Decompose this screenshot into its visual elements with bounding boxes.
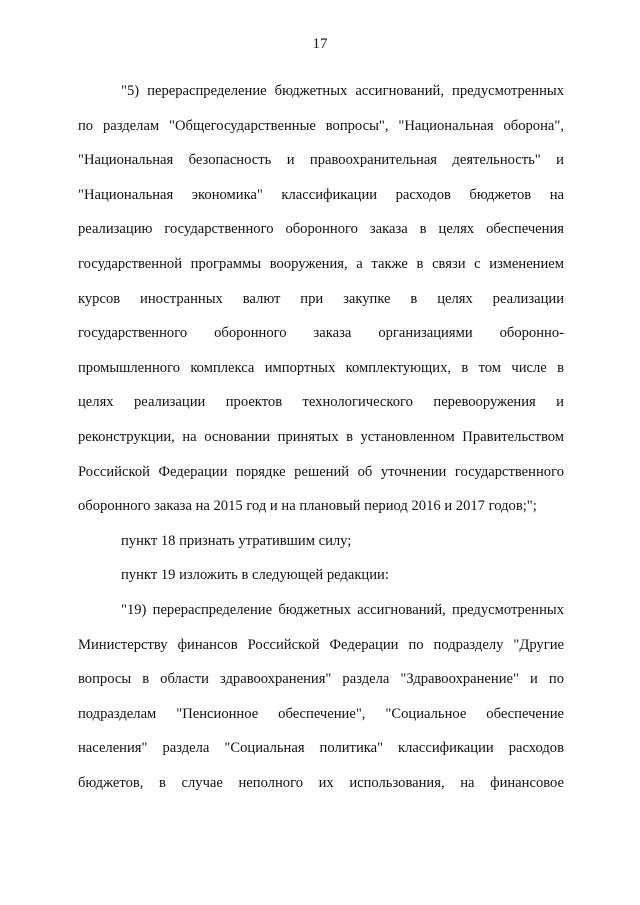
text-line: "Национальная безопасность и правоохранительная деятельность" и [78,152,564,169]
text-line: вопросы в области здравоохранения" раздела "Здравоохранение" и по [78,671,564,688]
text-line: Министерству финансов Российской Федерации по подразделу "Другие [78,636,564,653]
text-line: "5) перераспределение бюджетных ассигнований, предусмотренных [121,83,564,99]
text-line: государственного оборонного заказа организациями оборонно- [78,325,564,342]
text-line: подразделам "Пенсионное обеспечение", "Социальное обеспечение [78,705,564,722]
page-number: 17 [312,36,328,52]
text-line: "Национальная экономика" классификации расходов бюджетов на [78,186,564,203]
text-line: курсов иностранных валют при закупке в целях реализации [78,290,564,307]
text-line: оборонного заказа на 2015 год и на плановый период 2016 и 2017 годов;"; [78,498,537,515]
text-line: населения" раздела "Социальная политика" классификации расходов [78,740,564,757]
text-line: "19) перераспределение бюджетных ассигнований, предусмотренных [121,601,564,618]
text-line: государственной программы вооружения, а также в связи с изменением [78,255,564,272]
text-line: по разделам "Общегосударственные вопросы", "Национальная оборона", [78,117,564,134]
document-body [78,74,564,800]
text-line: пункт 19 изложить в следующей редакции: [121,567,389,584]
text-line: реконструкции, на основании принятых в установленном Правительством [78,428,564,445]
text-line: промышленного комплекса импортных комплектующих, в том числе в [78,359,564,376]
text-line: целях реализации проектов технологического перевооружения и [78,394,564,411]
text-line: реализацию государственного оборонного заказа в целях обеспечения [78,221,564,238]
text-line: Российской Федерации порядке решений об уточнении государственного [78,463,564,480]
text-line: бюджетов, в случае неполного их использования, на финансовое [78,774,564,791]
text-line: пункт 18 признать утратившим силу; [121,532,352,549]
